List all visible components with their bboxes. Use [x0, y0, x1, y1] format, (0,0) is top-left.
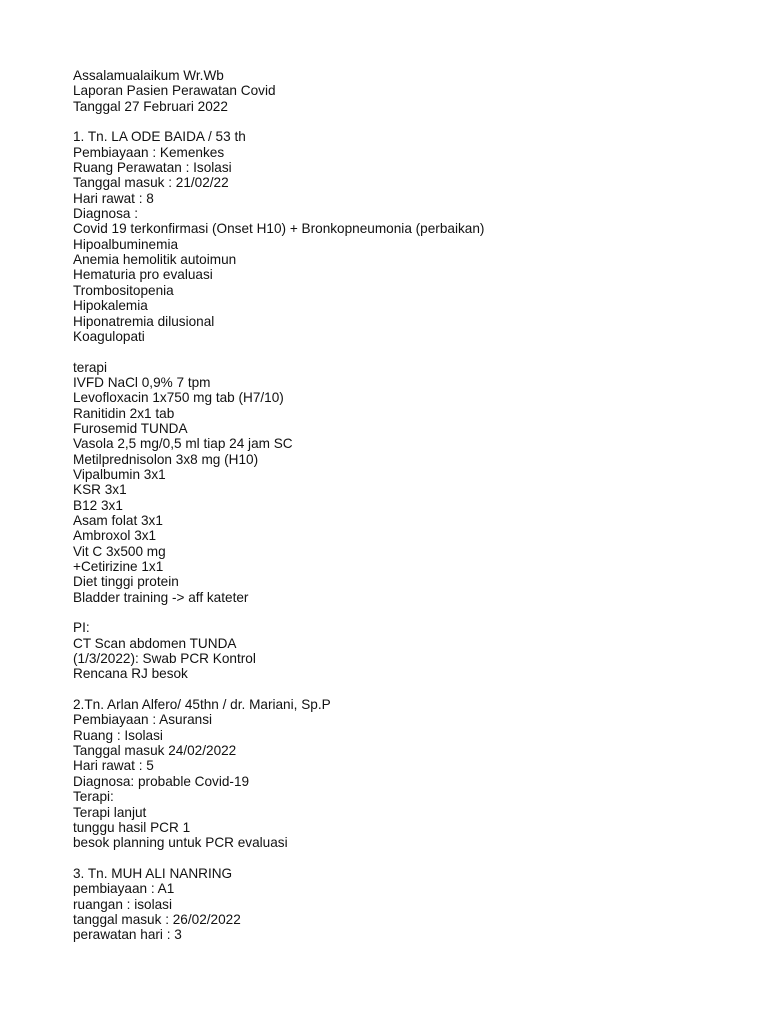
plan-item: CT Scan abdomen TUNDA [73, 635, 237, 651]
diagnosis-item: Hiponatremia dilusional [73, 313, 215, 329]
patient-1-payment: Pembiayaan : Kemenkes [73, 144, 225, 160]
patient-2-admission: Tanggal masuk 24/02/2022 [73, 743, 237, 759]
patient-2-therapy-label: Terapi: [73, 789, 114, 805]
patient-3-section [73, 866, 753, 943]
patient-1-plan-label: PI: [73, 620, 90, 636]
patient-2-room: Ruang : Isolasi [73, 727, 163, 743]
patient-1-admission: Tanggal masuk : 21/02/22 [73, 175, 229, 191]
spacer [73, 114, 753, 129]
therapy-item: KSR 3x1 [73, 482, 127, 498]
patient-3-room: ruangan : isolasi [73, 896, 172, 912]
patient-2-section [73, 697, 753, 850]
therapy-item: Vasola 2,5 mg/0,5 ml tiap 24 jam SC [73, 436, 293, 452]
diagnosis-item: Hipokalemia [73, 298, 148, 314]
therapy-item: IVFD NaCl 0,9% 7 tpm [73, 374, 211, 390]
diagnosis-item: Koagulopati [73, 328, 145, 344]
therapy-item: besok planning untuk PCR evaluasi [73, 835, 288, 851]
patient-2-heading: 2.Tn. Arlan Alfero/ 45thn / dr. Mariani, Sp.P [73, 697, 331, 713]
spacer [73, 851, 753, 866]
spacer [73, 344, 753, 359]
patient-3-heading: 3. Tn. MUH ALI NANRING [73, 865, 233, 881]
patient-2-diagnosis: Diagnosa: probable Covid-19 [73, 773, 250, 789]
therapy-item: Vipalbumin 3x1 [73, 466, 166, 482]
plan-item: Rencana RJ besok [73, 666, 188, 682]
patient-1-days: Hari rawat : 8 [73, 190, 154, 206]
therapy-item: +Cetirizine 1x1 [73, 559, 164, 574]
therapy-item: Levofloxacin 1x750 mg tab (H7/10) [73, 390, 284, 406]
therapy-item: B12 3x1 [73, 497, 123, 513]
patient-2-payment: Pembiayaan : Asuransi [73, 712, 213, 728]
therapy-item: Ranitidin 2x1 tab [73, 405, 175, 421]
therapy-item: Asam folat 3x1 [73, 512, 163, 528]
therapy-item: Furosemid TUNDA [73, 420, 188, 436]
report-title: Laporan Pasien Perawatan Covid [73, 83, 276, 99]
patient-1-heading: 1. Tn. LA ODE BAIDA / 53 th [73, 129, 246, 145]
spacer [73, 682, 753, 697]
therapy-item: Diet tinggi protein [73, 574, 179, 590]
patient-1-therapy-label: terapi [73, 359, 108, 375]
patient-1-diagnosis-label: Diagnosa : [73, 206, 138, 222]
spacer [73, 605, 753, 620]
diagnosis-item: Trombositopenia [73, 282, 174, 298]
diagnosis-item: Hematuria pro evaluasi [73, 267, 213, 283]
patient-1-room: Ruang Perawatan : Isolasi [73, 160, 232, 176]
document-page [73, 68, 753, 943]
diagnosis-item: Anemia hemolitik autoimun [73, 252, 237, 268]
greeting-line: Assalamualaikum Wr.Wb [73, 68, 224, 83]
therapy-item: Bladder training -> aff kateter [73, 589, 249, 605]
patient-1-section [73, 129, 753, 681]
therapy-item: Vit C 3x500 mg [73, 543, 166, 559]
patient-3-days: perawatan hari : 3 [73, 927, 182, 943]
therapy-item: Ambroxol 3x1 [73, 528, 157, 544]
therapy-item: Metilprednisolon 3x8 mg (H10) [73, 451, 259, 467]
therapy-item: Terapi lanjut [73, 804, 147, 820]
diagnosis-item: Hipoalbuminemia [73, 236, 179, 252]
plan-item: (1/3/2022): Swab PCR Kontrol [73, 651, 256, 667]
report-date: Tanggal 27 Februari 2022 [73, 98, 228, 114]
therapy-item: tunggu hasil PCR 1 [73, 819, 191, 835]
patient-3-admission: tanggal masuk : 26/02/2022 [73, 911, 241, 927]
patient-3-payment: pembiayaan : A1 [73, 881, 175, 897]
patient-2-days: Hari rawat : 5 [73, 758, 154, 774]
diagnosis-item: Covid 19 terkonfirmasi (Onset H10) + Bronkopneumonia (perbaikan) [73, 221, 485, 237]
